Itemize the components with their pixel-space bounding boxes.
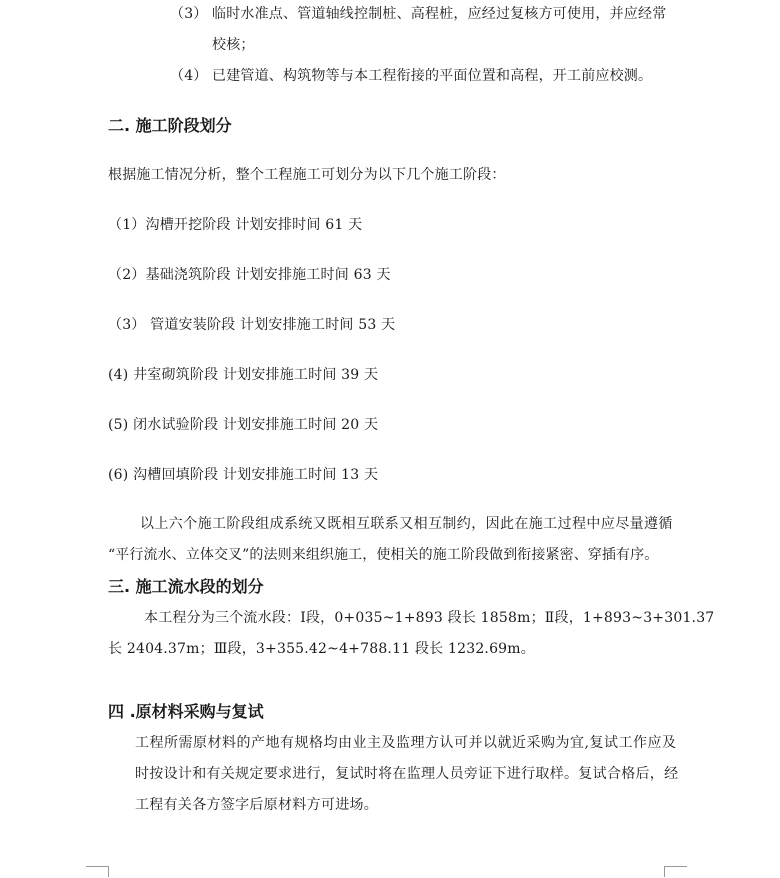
list-item-3-text-cont: 校核；: [212, 37, 255, 53]
section-3-line-1: 本工程分为三个流水段：Ⅰ段，0+035~1+893 段长 1858m；Ⅱ段，1+893~3+301.37: [144, 610, 715, 626]
stage-item-6: (6) 沟槽回填阶段 计划安排施工时间 13 天: [108, 467, 379, 483]
list-item-3-text: 临时水准点、管道轴线控制桩、高程桩，应经过复核方可使用，并应经常: [212, 6, 667, 22]
list-item-4-number: （4）: [170, 68, 208, 84]
section-2-intro: 根据施工情况分析，整个工程施工可划分为以下几个施工阶段：: [108, 167, 506, 183]
section-2-heading: 二. 施工阶段划分: [108, 116, 232, 135]
section-4-heading: 四 .原材料采购与复试: [108, 702, 264, 721]
stage-item-3: （3） 管道安装阶段 计划安排施工时间 53 天: [108, 317, 396, 333]
stage-item-5: (5) 闭水试验阶段 计划安排施工时间 20 天: [108, 417, 379, 433]
section-4-line-1: 工程所需原材料的产地有规格均由业主及监理方认可并以就近采购为宜,复试工作应及: [135, 735, 677, 751]
section-2-summary-line-1: 以上六个施工阶段组成系统又既相互联系又相互制约，因此在施工过程中应尽量遵循: [140, 516, 673, 532]
section-4-line-2: 时按设计和有关规定要求进行，复试时将在监理人员旁证下进行取样。复试合格后，经: [135, 766, 679, 782]
stage-item-1: （1）沟槽开挖阶段 计划安排时间 61 天: [108, 217, 363, 233]
stage-item-2: （2）基础浇筑阶段 计划安排施工时间 63 天: [108, 267, 391, 283]
stage-item-4: (4) 井室砌筑阶段 计划安排施工时间 39 天: [108, 367, 379, 383]
list-item-4-text: 已建管道、构筑物等与本工程衔接的平面位置和高程，开工前应校测。: [212, 68, 653, 84]
list-item-3-number: （3）: [170, 6, 208, 22]
page-corner-mark-right: [664, 866, 687, 877]
page-corner-mark-left: [86, 866, 109, 877]
section-3-line-2: 长 2404.37m；Ⅲ段，3+355.42~4+788.11 段长 1232.69m。: [108, 641, 535, 657]
section-3-heading: 三. 施工流水段的划分: [108, 577, 264, 596]
section-4-line-3: 工程有关各方签字后原材料方可进场。: [135, 797, 379, 813]
section-2-summary-line-2: “平行流水、立体交叉”的法则来组织施工，使相关的施工阶段做到衔接紧密、穿插有序。: [108, 547, 659, 563]
